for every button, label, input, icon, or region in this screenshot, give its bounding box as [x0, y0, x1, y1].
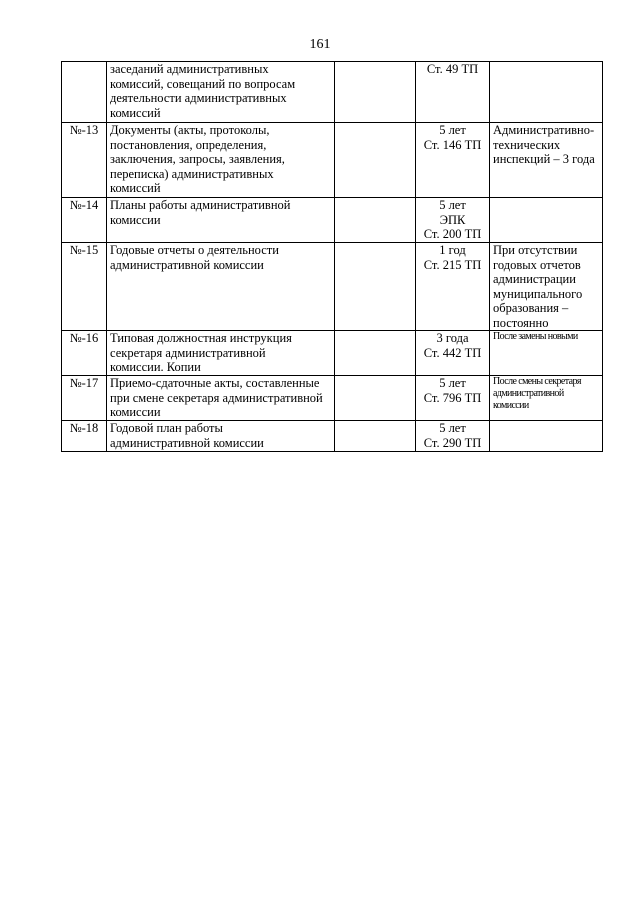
row-number: №-13: [62, 123, 107, 198]
table-row: [62, 243, 603, 331]
row-title: Документы (акты, протоколы, постановления, определения, заключения, запросы, заявления, переписка) административных комиссий: [107, 123, 335, 198]
row-retention-term: 5 лет Ст. 146 ТП: [416, 123, 490, 198]
row-number: №-16: [62, 331, 107, 376]
row-retention-term: 5 лет Ст. 290 ТП: [416, 421, 490, 452]
row-title: Годовые отчеты о деятельности административной комиссии: [107, 243, 335, 331]
row-number: №-17: [62, 376, 107, 421]
row-retention-term: 3 года Ст. 442 ТП: [416, 331, 490, 376]
table-row: [62, 331, 603, 376]
table-row: [62, 198, 603, 243]
row-number: №-14: [62, 198, 107, 243]
table-row: [62, 376, 603, 421]
row-title: Годовой план работы административной комиссии: [107, 421, 335, 452]
table-row: [62, 123, 603, 198]
row-note: Административно- технических инспекций – 3 года: [490, 123, 603, 198]
row-blank-cell: [335, 123, 416, 198]
row-blank-cell: [335, 376, 416, 421]
row-number: №-18: [62, 421, 107, 452]
row-title: Планы работы административной комиссии: [107, 198, 335, 243]
row-blank-cell: [335, 198, 416, 243]
row-note: [490, 62, 603, 123]
records-table: [61, 61, 603, 452]
table-row: [62, 421, 603, 452]
row-title: заседаний административных комиссий, совещаний по вопросам деятельности административных комиссий: [107, 62, 335, 123]
row-blank-cell: [335, 421, 416, 452]
row-number: №-15: [62, 243, 107, 331]
row-note: После замены новыми: [490, 331, 603, 376]
row-blank-cell: [335, 331, 416, 376]
row-retention-term: 1 год Ст. 215 ТП: [416, 243, 490, 331]
row-blank-cell: [335, 243, 416, 331]
row-retention-term: 5 лет Ст. 796 ТП: [416, 376, 490, 421]
page-number: 161: [309, 37, 331, 52]
row-note: При отсутствии годовых отчетов администрации муниципального образования – постоянно: [490, 243, 603, 331]
row-note: [490, 421, 603, 452]
row-blank-cell: [335, 62, 416, 123]
row-title: Типовая должностная инструкция секретаря административной комиссии. Копии: [107, 331, 335, 376]
row-retention-term: Ст. 49 ТП: [416, 62, 490, 123]
row-number: [62, 62, 107, 123]
row-retention-term: 5 лет ЭПК Ст. 200 ТП: [416, 198, 490, 243]
row-title: Приемо-сдаточные акты, составленные при смене секретаря административной комиссии: [107, 376, 335, 421]
row-note: После смены секретаря административной комиссии: [490, 376, 603, 421]
row-note: [490, 198, 603, 243]
table-row: [62, 62, 603, 123]
